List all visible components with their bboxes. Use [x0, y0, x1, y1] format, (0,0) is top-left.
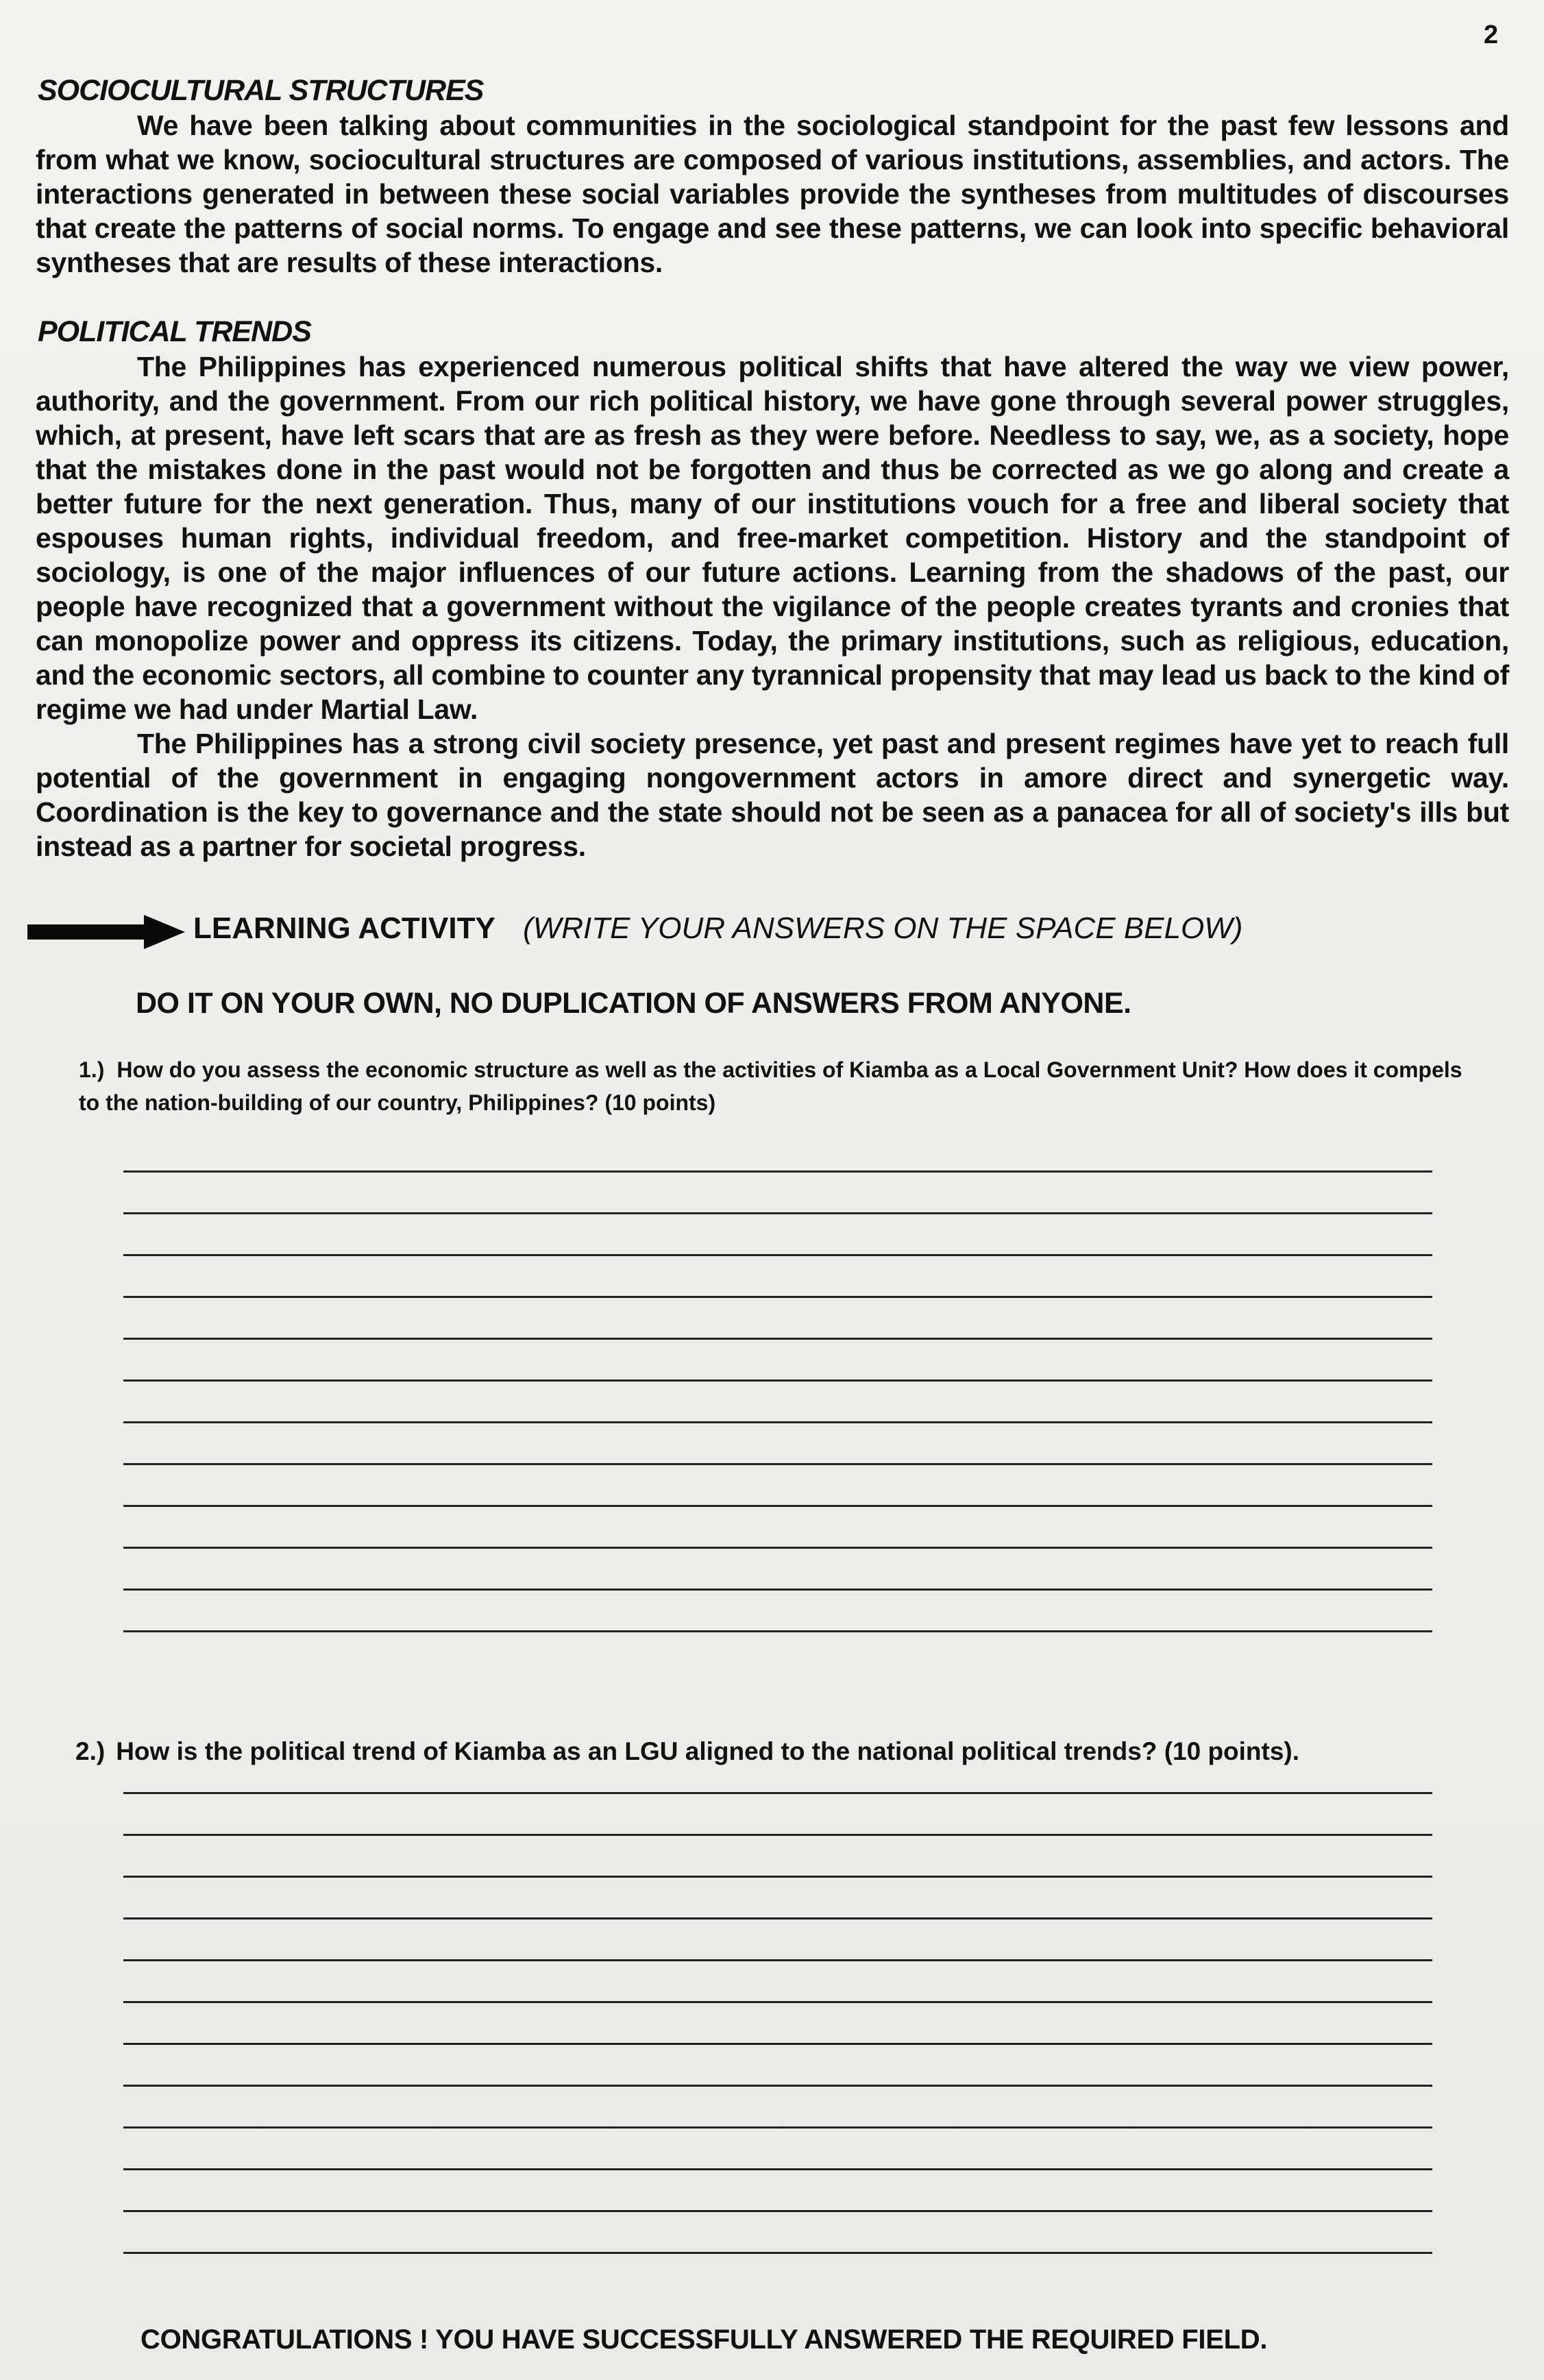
answer-line[interactable] [123, 2001, 1432, 2003]
answer-line[interactable] [123, 1254, 1432, 1256]
answer-line[interactable] [123, 1338, 1432, 1340]
answer-line[interactable] [123, 2168, 1432, 2170]
learning-activity-heading [193, 911, 1242, 946]
question-2 [75, 1737, 1299, 1766]
answer-line[interactable] [123, 1959, 1432, 1961]
question-number: 1.) [79, 1057, 105, 1082]
section-heading-sociocultural: SOCIOCULTURAL STRUCTURES [38, 74, 484, 107]
answer-line[interactable] [123, 1505, 1432, 1507]
learning-activity-title: LEARNING ACTIVITY [193, 911, 495, 945]
question-text: How is the political trend of Kiamba as an LGU aligned to the national political trends? (10 points). [116, 1737, 1300, 1765]
question-text: How do you assess the economic structure as well as the activities of Kiamba as a Local Government Unit? How does it compels to the nation-building of our country, Philippines? (10 points) [79, 1057, 1462, 1115]
answer-line[interactable] [123, 2252, 1432, 2254]
answer-line[interactable] [123, 1296, 1432, 1298]
question-number: 2.) [75, 1737, 106, 1765]
paragraph-political-2: The Philippines has a strong civil society presence, yet past and present regimes have yet to reach full potential of the government in engaging nongovernment actors in amore direct and synergetic way. Coordination is the key to governance and the state should not be seen as a panacea for all of society's ills but instead as a partner for societal progress. [36, 728, 1509, 862]
answer-line[interactable] [123, 2043, 1432, 2045]
answer-line[interactable] [123, 1834, 1432, 1836]
completion-message: CONGRATULATIONS ! YOU HAVE SUCCESSFULLY ANSWERED THE REQUIRED FIELD. [140, 2324, 1268, 2355]
activity-directive: DO IT ON YOUR OWN, NO DUPLICATION OF ANSWERS FROM ANYONE. [136, 987, 1131, 1020]
answer-line[interactable] [123, 1876, 1432, 1878]
arrow-right-icon [27, 915, 185, 949]
answer-line[interactable] [123, 1630, 1432, 1632]
page-number: 2 [1484, 21, 1499, 49]
answer-line[interactable] [123, 2210, 1432, 2212]
answer-line[interactable] [123, 2126, 1432, 2128]
answer-line[interactable] [123, 1588, 1432, 1591]
answer-line[interactable] [123, 1421, 1432, 1423]
answer-line[interactable] [123, 1463, 1432, 1465]
answer-line[interactable] [123, 1170, 1432, 1173]
answer-line[interactable] [123, 1547, 1432, 1549]
answer-line[interactable] [123, 1792, 1432, 1794]
question-1 [79, 1053, 1470, 1119]
learning-activity-instruction: (WRITE YOUR ANSWERS ON THE SPACE BELOW) [523, 911, 1243, 945]
answer-line[interactable] [123, 1917, 1432, 1919]
section-heading-political: POLITICAL TRENDS [38, 315, 311, 348]
answer-line[interactable] [123, 2085, 1432, 2087]
answer-line[interactable] [123, 1212, 1432, 1214]
paragraph-sociocultural: We have been talking about communities in the sociological standpoint for the past few lessons and from what we know, sociocultural structures are composed of various institutions, assemblies, and actors. The interactions generated in between these social variables provide the syntheses from multitudes of discourses that create the patterns of social norms. To engage and see these patterns, we can look into specific behavioral syntheses that are results of these interactions. [36, 110, 1509, 278]
paragraph-political-1: The Philippines has experienced numerous political shifts that have altered the way we view power, authority, and the government. From our rich political history, we have gone through several power struggles, which, at present, have left scars that are as fresh as they were before. Needless to say, we, as a society, hope that the mistakes done in the past would not be forgotten and thus be corrected as we go along and create a better future for the next generation. Thus, many of our institutions vouch for a free and liberal society that espouses human rights, individual freedom, and free-market competition. History and the standpoint of sociology, is one of the major influences of our future actions. Learning from the shadows of the past, our people have recognized that a government without the vigilance of the people creates tyrants and cronies that can monopolize power and oppress its citizens. Today, the primary institutions, such as religious, education, and the economic sectors, all combine to counter any tyrannical propensity that may lead us back to the kind of regime we had under Martial Law. [36, 351, 1509, 725]
answer-line[interactable] [123, 1379, 1432, 1382]
